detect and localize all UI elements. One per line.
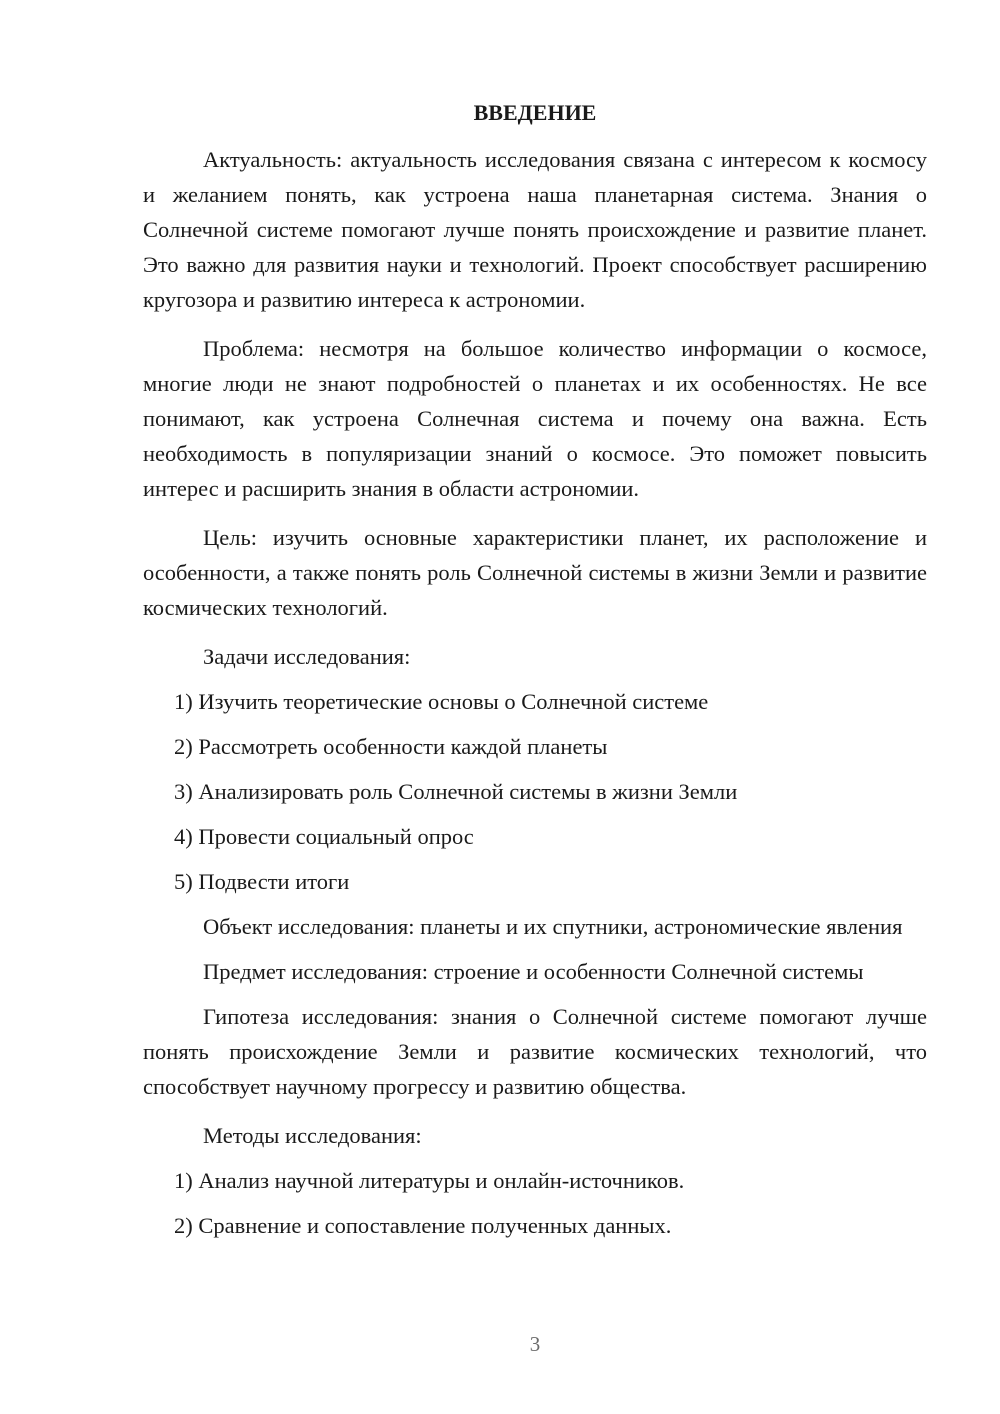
methods-heading: Методы исследования: [203,1123,422,1148]
relevance-paragraph: Актуальность: актуальность исследования связана с интересом к космосу и желанием понять, как устроена наша планетарная система. Знания о Солнечной системе помогают лучше понять происхождение и развитие планет. Это важно для развития науки и технологий. Проект способствует расширению кругозора и развитию интереса к астрономии. [143,147,927,312]
hypothesis-paragraph: Гипотеза исследования: знания о Солнечной системе помогают лучше понять происхождение Земли и развитие космических технологий, что способствует научному прогрессу и развитию общества. [143,1004,927,1099]
problem-paragraph: Проблема: несмотря на большое количество информации о космосе, многие люди не знают подробностей о планетах и их особенностях. Не все понимают, как устроена Солнечная система и почему она важна. Есть необходимость в популяризации знаний о космосе. Это поможет повысить интерес и расширить знания в области астрономии. [143,336,927,501]
tasks-heading: Задачи исследования: [203,644,411,669]
method-item: 1) Анализ научной литературы и онлайн-источников. [174,1168,685,1193]
section-title: ВВЕДЕНИЕ [473,100,597,125]
task-item: 1) Изучить теоретические основы о Солнечной системе [174,689,709,714]
task-item: 4) Провести социальный опрос [174,824,474,849]
method-item: 2) Сравнение и сопоставление полученных данных. [174,1213,672,1238]
object-paragraph: Объект исследования: планеты и их спутники, астрономические явления [203,914,903,939]
task-item: 3) Анализировать роль Солнечной системы в жизни Земли [174,779,738,804]
task-item: 5) Подвести итоги [174,869,350,894]
subject-paragraph: Предмет исследования: строение и особенности Солнечной системы [203,959,864,984]
goal-paragraph: Цель: изучить основные характеристики планет, их расположение и особенности, а также понять роль Солнечной системы в жизни Земли и развитие космических технологий. [143,525,927,620]
page-number: 3 [529,1332,541,1356]
task-item: 2) Рассмотреть особенности каждой планеты [174,734,608,759]
